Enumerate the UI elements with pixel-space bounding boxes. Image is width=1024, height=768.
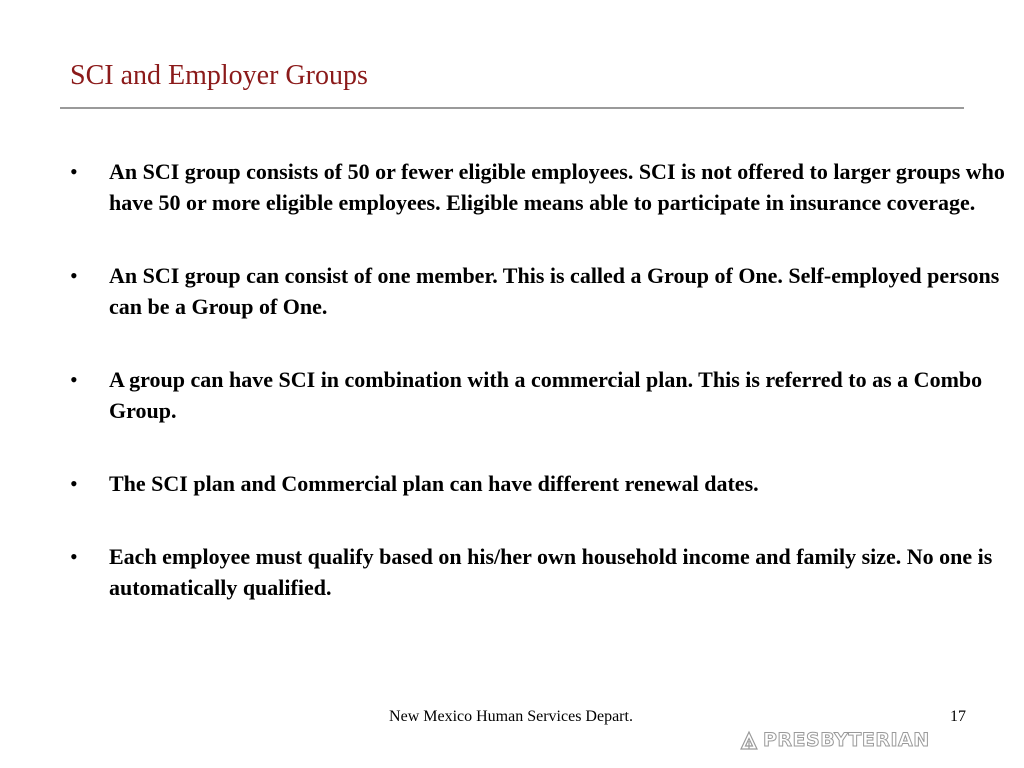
bullet-marker: • bbox=[70, 367, 78, 392]
bullet-marker: • bbox=[70, 263, 78, 288]
bullet-text: The SCI plan and Commercial plan can have different renewal dates. bbox=[109, 471, 759, 496]
bullet-text: A group can have SCI in combination with a commercial plan. This is referred to as a Combo Group. bbox=[109, 367, 983, 423]
bullet-item bbox=[70, 468, 1006, 499]
bullet-marker: • bbox=[70, 159, 78, 184]
page-number: 17 bbox=[950, 708, 966, 725]
bullet-marker: • bbox=[70, 471, 78, 496]
bullet-item bbox=[70, 156, 1006, 218]
title-divider bbox=[60, 107, 964, 109]
bullet-item bbox=[70, 541, 1006, 603]
slide-title: SCI and Employer Groups bbox=[70, 60, 368, 91]
logo-text: PRESBYTERIAN bbox=[763, 729, 930, 751]
bullet-text: An SCI group consists of 50 or fewer eligible employees. SCI is not offered to larger groups who have 50 or more eligible employees. Eligible means able to participate in insurance coverage. bbox=[109, 159, 1005, 215]
bullet-item bbox=[70, 364, 1006, 426]
bullet-text: Each employee must qualify based on his/her own household income and family size. No one is automatically qualified. bbox=[109, 544, 993, 600]
bullet-marker: • bbox=[70, 544, 78, 569]
presbyterian-logo-icon bbox=[738, 729, 760, 751]
footer-organization: New Mexico Human Services Depart. bbox=[389, 708, 633, 725]
presbyterian-logo bbox=[738, 726, 930, 754]
bullet-list bbox=[70, 156, 1006, 645]
bullet-item bbox=[70, 260, 1006, 322]
bullet-text: An SCI group can consist of one member. This is called a Group of One. Self-employed persons can be a Group of One. bbox=[109, 263, 1000, 319]
